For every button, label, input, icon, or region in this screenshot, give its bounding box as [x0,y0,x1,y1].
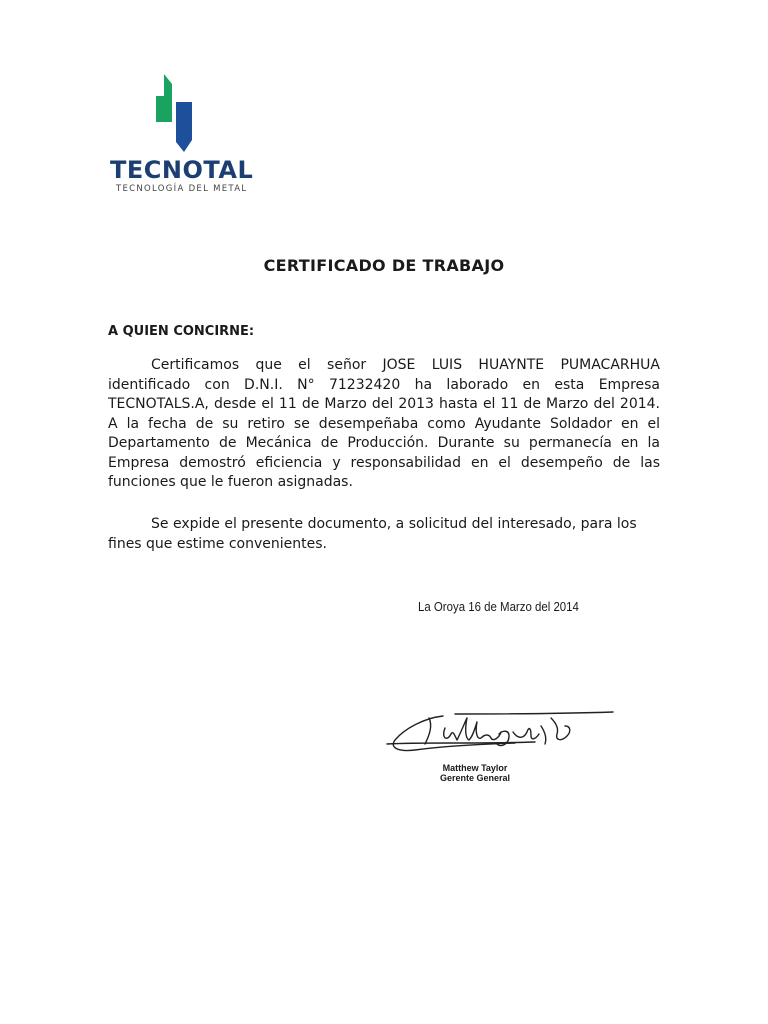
company-name: TECNOTAL [110,156,254,184]
handwritten-signature [385,708,620,760]
tecnotal-logo-icon [154,74,194,152]
company-tagline: TECNOLOGÍA DEL METAL [116,184,248,194]
signer-role: Gerente General [439,773,511,783]
issuance-paragraph: Se expide el presente documento, a solicitud del interesado, para los fines que estime convenientes. [108,516,637,552]
company-logo [110,74,254,196]
certification-paragraph: Certificamos que el señor JOSE LUIS HUAYNTE PUMACARHUA identificado con D.N.I. N° 71232420 ha laborado en esta Empresa TECNOTALS.A, desde el 11 de Marzo del 2013 hasta el 11 de Marzo del 2014. A la fecha de su retiro se desempeñaba como Ayudante Soldador en el Departamento de Mecánica de Producción. Durante su permanecía en la Empresa demostró eficiencia y responsabilidad en el desempeño de las funciones que le fueron asignadas. [108,357,660,490]
salutation: A QUIEN CONCIRNE: [108,324,255,339]
date-place: La Oroya 16 de Marzo del 2014 [418,599,579,614]
logo-green-shape [156,74,172,122]
signer-name: Matthew Taylor [442,763,508,773]
document-title: CERTIFICADO DE TRABAJO [263,256,505,275]
logo-blue-shape [176,102,192,152]
